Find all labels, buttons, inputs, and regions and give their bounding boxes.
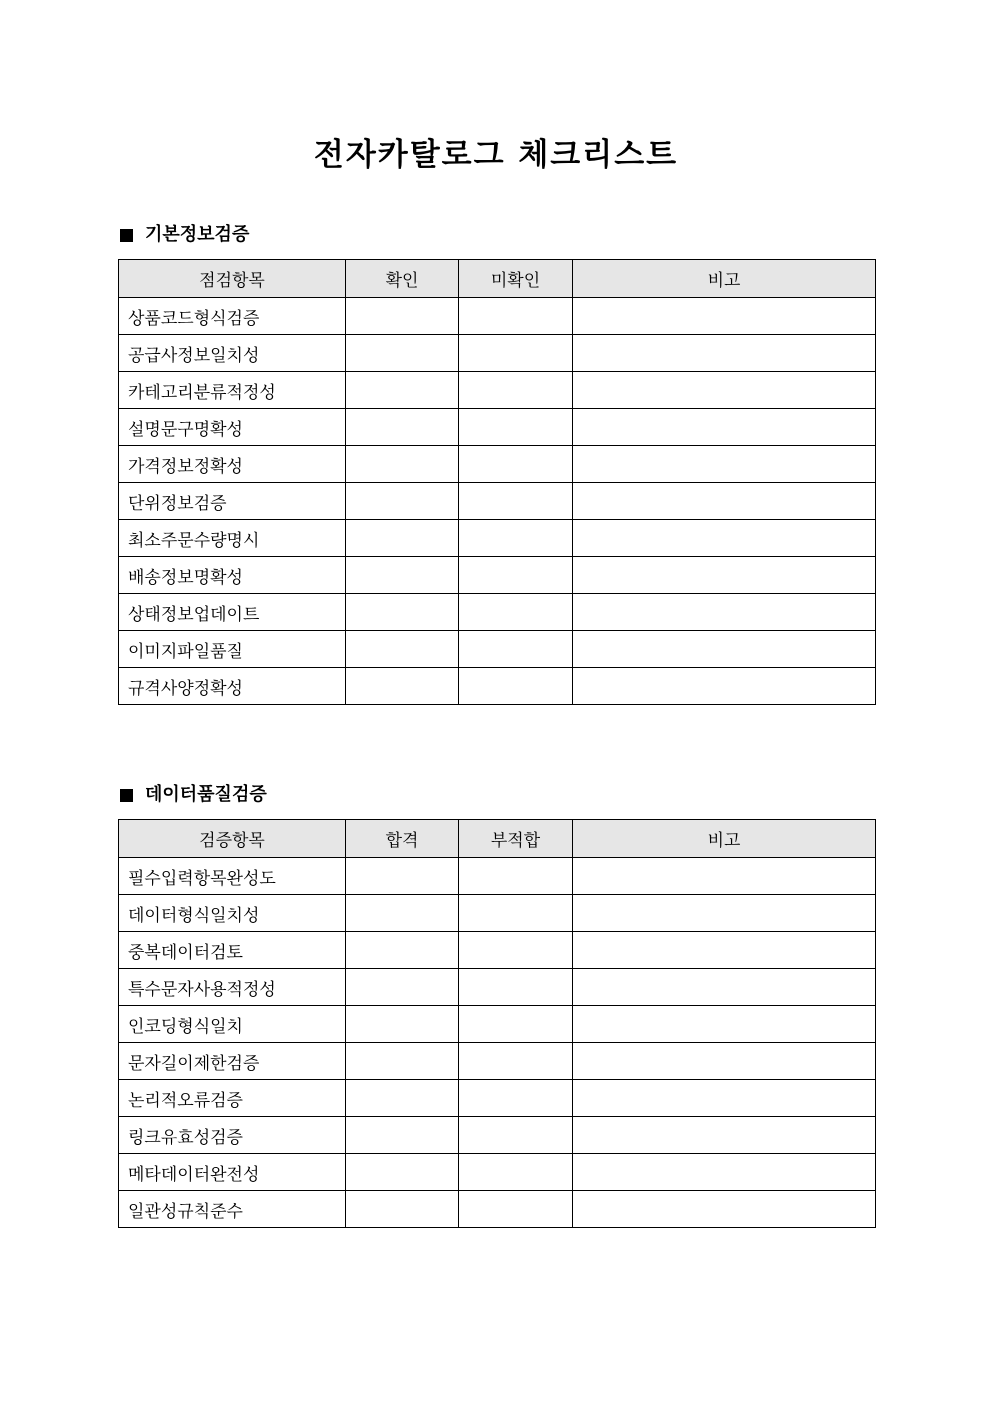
check-cell-col3[interactable] <box>459 1117 573 1154</box>
check-cell-col2[interactable] <box>346 668 459 705</box>
table-row <box>119 372 876 409</box>
section-heading-label: 기본정보검증 <box>145 224 250 245</box>
table-row <box>119 594 876 631</box>
remarks-cell[interactable] <box>573 520 876 557</box>
remarks-cell[interactable] <box>573 372 876 409</box>
check-cell-col2[interactable] <box>346 483 459 520</box>
check-item-label: 문자길이제한검증 <box>119 1043 346 1080</box>
remarks-cell[interactable] <box>573 932 876 969</box>
remarks-cell[interactable] <box>573 1191 876 1228</box>
check-cell-col2[interactable] <box>346 631 459 668</box>
check-cell-col3[interactable] <box>459 335 573 372</box>
check-item-label: 배송정보명확성 <box>119 557 346 594</box>
check-cell-col2[interactable] <box>346 1043 459 1080</box>
remarks-cell[interactable] <box>573 1080 876 1117</box>
remarks-cell[interactable] <box>573 1117 876 1154</box>
check-cell-col3[interactable] <box>459 409 573 446</box>
check-item-label: 이미지파일품질 <box>119 631 346 668</box>
check-cell-col3[interactable] <box>459 594 573 631</box>
check-cell-col3[interactable] <box>459 483 573 520</box>
check-cell-col2[interactable] <box>346 520 459 557</box>
check-cell-col3[interactable] <box>459 1006 573 1043</box>
check-item-label: 링크유효성검증 <box>119 1117 346 1154</box>
check-item-label: 중복데이터검토 <box>119 932 346 969</box>
check-cell-col2[interactable] <box>346 1006 459 1043</box>
table-row <box>119 969 876 1006</box>
check-cell-col2[interactable] <box>346 335 459 372</box>
check-cell-col3[interactable] <box>459 895 573 932</box>
check-item-label: 가격정보정확성 <box>119 446 346 483</box>
check-cell-col3[interactable] <box>459 858 573 895</box>
check-item-label: 일관성규칙준수 <box>119 1191 346 1228</box>
check-cell-col2[interactable] <box>346 372 459 409</box>
section-heading-label: 데이터품질검증 <box>145 784 267 805</box>
table-row <box>119 1154 876 1191</box>
column-header-remarks: 비고 <box>573 820 876 858</box>
check-item-label: 논리적오류검증 <box>119 1080 346 1117</box>
check-item-label: 데이터형식일치성 <box>119 895 346 932</box>
table-row <box>119 668 876 705</box>
remarks-cell[interactable] <box>573 1043 876 1080</box>
section-heading-data-quality <box>118 782 267 808</box>
table-row <box>119 1117 876 1154</box>
check-cell-col2[interactable] <box>346 932 459 969</box>
remarks-cell[interactable] <box>573 668 876 705</box>
table-row <box>119 298 876 335</box>
check-cell-col3[interactable] <box>459 1191 573 1228</box>
check-cell-col2[interactable] <box>346 409 459 446</box>
check-cell-col2[interactable] <box>346 969 459 1006</box>
table-row <box>119 932 876 969</box>
column-header-unconfirmed: 미확인 <box>459 260 573 298</box>
check-cell-col2[interactable] <box>346 298 459 335</box>
check-cell-col2[interactable] <box>346 1191 459 1228</box>
remarks-cell[interactable] <box>573 335 876 372</box>
check-item-label: 단위정보검증 <box>119 483 346 520</box>
check-cell-col3[interactable] <box>459 1154 573 1191</box>
check-cell-col2[interactable] <box>346 594 459 631</box>
document-title: 전자카탈로그 체크리스트 <box>313 137 679 173</box>
table-row <box>119 520 876 557</box>
table-row <box>119 1043 876 1080</box>
table-row <box>119 335 876 372</box>
check-cell-col3[interactable] <box>459 1043 573 1080</box>
remarks-cell[interactable] <box>573 446 876 483</box>
remarks-cell[interactable] <box>573 594 876 631</box>
table-row <box>119 1191 876 1228</box>
column-header-item: 점검항목 <box>119 260 346 298</box>
check-item-label: 필수입력항목완성도 <box>119 858 346 895</box>
check-item-label: 메타데이터완전성 <box>119 1154 346 1191</box>
check-item-label: 설명문구명확성 <box>119 409 346 446</box>
check-item-label: 특수문자사용적정성 <box>119 969 346 1006</box>
remarks-cell[interactable] <box>573 409 876 446</box>
table-row <box>119 557 876 594</box>
check-cell-col2[interactable] <box>346 1154 459 1191</box>
data-quality-checklist-table <box>118 819 876 1228</box>
basic-info-checklist-table <box>118 259 876 705</box>
basic-info-rows <box>119 298 876 705</box>
check-cell-col2[interactable] <box>346 557 459 594</box>
check-cell-col3[interactable] <box>459 1080 573 1117</box>
remarks-cell[interactable] <box>573 1006 876 1043</box>
check-cell-col2[interactable] <box>346 858 459 895</box>
table-row <box>119 483 876 520</box>
check-cell-col2[interactable] <box>346 1080 459 1117</box>
remarks-cell[interactable] <box>573 483 876 520</box>
column-header-pass: 합격 <box>346 820 459 858</box>
column-header-remarks: 비고 <box>573 260 876 298</box>
remarks-cell[interactable] <box>573 557 876 594</box>
table-row <box>119 631 876 668</box>
column-header-fail: 부적합 <box>459 820 573 858</box>
check-cell-col3[interactable] <box>459 932 573 969</box>
table-row <box>119 895 876 932</box>
check-cell-col3[interactable] <box>459 969 573 1006</box>
table-row <box>119 858 876 895</box>
check-item-label: 상품코드형식검증 <box>119 298 346 335</box>
check-cell-col3[interactable] <box>459 520 573 557</box>
square-bullet-icon <box>120 789 133 802</box>
table-header-row <box>119 820 876 858</box>
check-cell-col3[interactable] <box>459 372 573 409</box>
data-quality-rows <box>119 858 876 1228</box>
check-item-label: 인코딩형식일치 <box>119 1006 346 1043</box>
column-header-item: 검증항목 <box>119 820 346 858</box>
remarks-cell[interactable] <box>573 858 876 895</box>
check-item-label: 카테고리분류적정성 <box>119 372 346 409</box>
check-cell-col3[interactable] <box>459 631 573 668</box>
check-cell-col2[interactable] <box>346 446 459 483</box>
table-row <box>119 409 876 446</box>
check-cell-col3[interactable] <box>459 668 573 705</box>
table-row <box>119 1006 876 1043</box>
square-bullet-icon <box>120 229 133 242</box>
check-cell-col3[interactable] <box>459 557 573 594</box>
check-item-label: 공급사정보일치성 <box>119 335 346 372</box>
remarks-cell[interactable] <box>573 969 876 1006</box>
remarks-cell[interactable] <box>573 298 876 335</box>
check-item-label: 규격사양정확성 <box>119 668 346 705</box>
check-cell-col3[interactable] <box>459 298 573 335</box>
table-row <box>119 446 876 483</box>
check-cell-col2[interactable] <box>346 895 459 932</box>
remarks-cell[interactable] <box>573 1154 876 1191</box>
remarks-cell[interactable] <box>573 631 876 668</box>
check-item-label: 상태정보업데이트 <box>119 594 346 631</box>
remarks-cell[interactable] <box>573 895 876 932</box>
table-row <box>119 1080 876 1117</box>
section-heading-basic-info <box>118 222 249 248</box>
table-header-row <box>119 260 876 298</box>
check-cell-col2[interactable] <box>346 1117 459 1154</box>
check-cell-col3[interactable] <box>459 446 573 483</box>
check-item-label: 최소주문수량명시 <box>119 520 346 557</box>
column-header-confirmed: 확인 <box>346 260 459 298</box>
